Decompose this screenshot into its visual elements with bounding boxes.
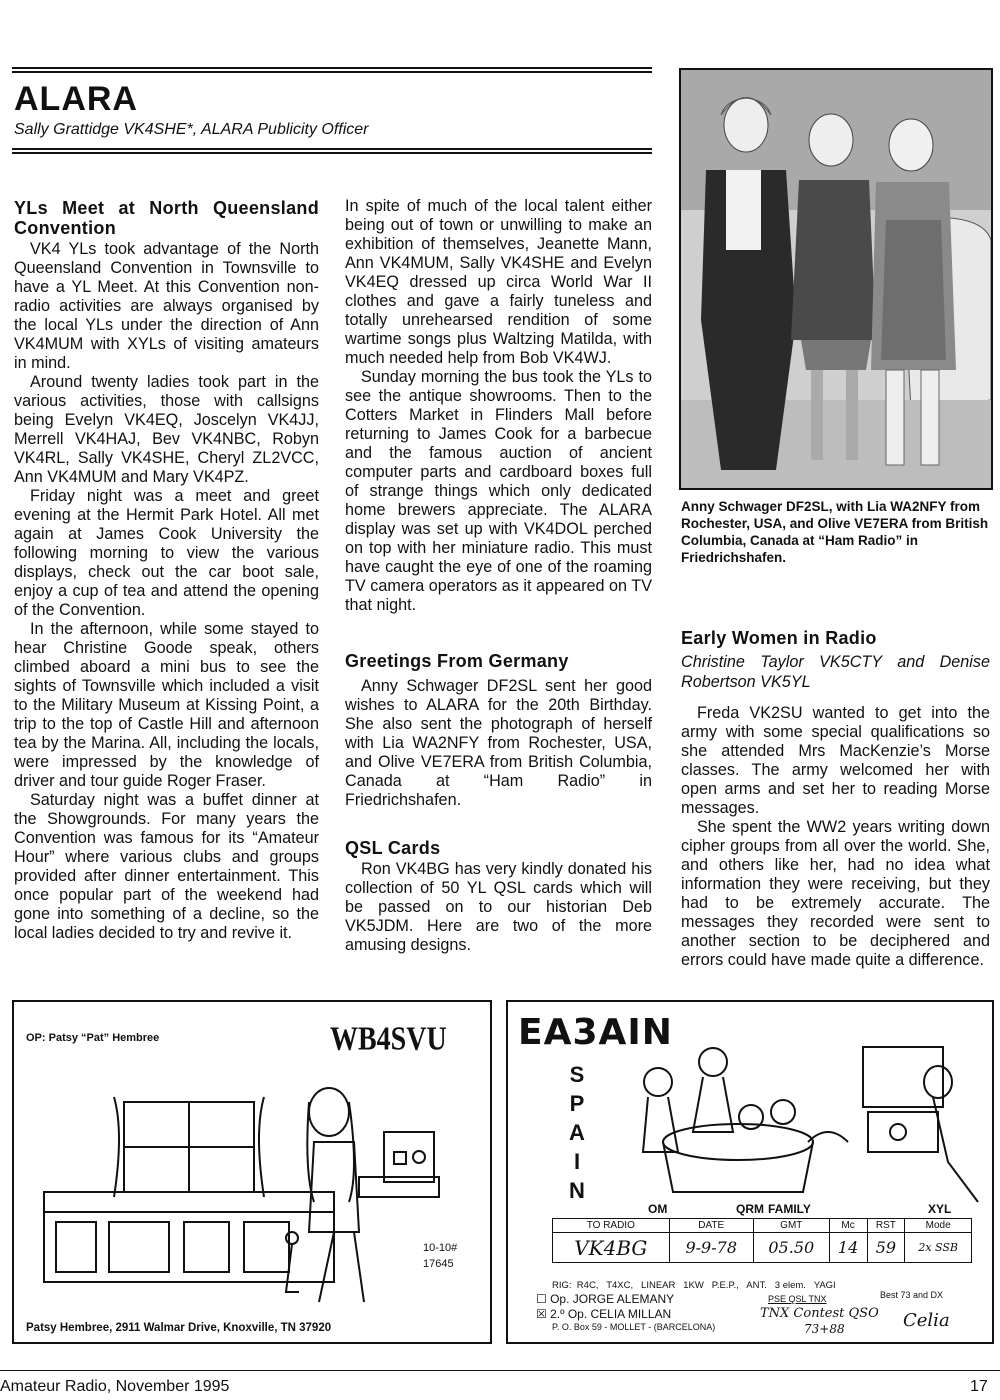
header-rule-bottom2 xyxy=(12,152,652,154)
heading-qsl-cards: QSL Cards xyxy=(345,838,441,858)
card2-op1 xyxy=(536,1292,674,1306)
page-number: 17 xyxy=(970,1378,988,1395)
log-header: RST xyxy=(867,1219,905,1233)
byline: Sally Grattidge VK4SHE*, ALARA Publicity Officer xyxy=(14,121,369,138)
op2-text: 2.º Op. CELIA MILLAN xyxy=(550,1307,672,1321)
heading-yls-meet: YLs Meet at North Queensland Convention xyxy=(14,198,319,238)
paragraph: Ron VK4BG has very kindly donated his collection of 50 YL QSL cards which will be passed on to our historian Deb VK5JDM. Here are two of the more amusing designs. xyxy=(345,860,652,954)
log-value: 05.50 xyxy=(753,1233,829,1263)
log-value: 59 xyxy=(867,1233,905,1263)
paragraph: VK4 YLs took advantage of the North Queensland Convention in Townsville to have a YL Meet. At this Convention non-radio activities are always organised by the local YLs under the direction of Ann VK4MUM with XYLs of visiting amateurs in mind. xyxy=(14,240,319,372)
card-number: 17645 xyxy=(423,1258,454,1270)
paragraph: Friday night was a meet and greet evening at the Hermit Park Hotel. All met again at James Cook University the following morning to view the various displays, check out the car boot sale, enjoy a cup of tea and attend the opening of the Convention. xyxy=(14,487,319,619)
footer-rule xyxy=(0,1370,1000,1371)
card2-log-table xyxy=(552,1218,972,1263)
card2-callsign: EA3AIN xyxy=(518,1012,673,1053)
paragraph: In spite of much of the local talent either being out of town or unwilling to make an exhibition of themselves, Jeanette Mann, Ann VK4MUM, Sally VK4SHE and Evelyn VK4EQ dressed up circa World War II clothes and gave a fairly tuneless and totally unrehearsed rendition of some wartime songs plus Waltzing Matilda, with much needed help from Bob VK4WJ. xyxy=(345,197,652,367)
card2-op2 xyxy=(536,1307,671,1321)
checkbox-icon: ☐ xyxy=(536,1292,551,1306)
paragraph: She spent the WW2 years writing down cipher groups from all over the world. She, and others like her, had no idea what information they were receiving, but they had to be extremely accurate. The messages they recorded were sent to another section to be deciphered and errors could have made quite a difference. xyxy=(681,818,990,969)
card2-rig: RIG: R4C, T4XC, LINEAR 1KW P.E.P., ANT. 3 elem. YAGI xyxy=(552,1280,836,1291)
log-value: 14 xyxy=(829,1233,867,1263)
country-letter: S xyxy=(569,1062,585,1087)
log-header: DATE xyxy=(669,1219,753,1233)
paragraph: Anny Schwager DF2SL sent her good wishes to ALARA for the 20th Birthday. She also sent the photograph of herself with Lia WA2NFY from Rochester, USA, and Olive VE7ERA from British Columbia, Canada at “Ham Radio” in Friedrichshafen. xyxy=(345,677,652,809)
log-value: 9-9-78 xyxy=(669,1233,753,1263)
heading-early-women: Early Women in Radio xyxy=(681,628,877,648)
card2-om: OM xyxy=(648,1202,668,1216)
authors: Christine Taylor VK5CTY and Denise Robertson VK5YL xyxy=(681,653,990,691)
log-header: Mode xyxy=(905,1219,972,1233)
footer-publication: Amateur Radio, November 1995 xyxy=(0,1378,230,1395)
card2-handwriting2: 73+88 xyxy=(804,1322,845,1336)
card2-signature: Celia xyxy=(903,1310,950,1331)
card2-best: Best 73 and DX xyxy=(880,1290,944,1300)
card2-xyl: XYL xyxy=(928,1202,952,1216)
column-1 xyxy=(14,198,319,943)
card2-qrm: QRM xyxy=(736,1202,764,1216)
card-address: Patsy Hembree, 2911 Walmar Drive, Knoxville, TN 37920 xyxy=(26,1322,332,1334)
card-op-label: OP: Patsy “Pat” Hembree xyxy=(26,1032,160,1044)
country-letter: N xyxy=(569,1178,585,1203)
photo-caption: Anny Schwager DF2SL, with Lia WA2NFY from Rochester, USA, and Olive VE7ERA from British Columbia, Canada at “Ham Radio” in Friedrichshafen. xyxy=(681,499,989,565)
card-callsign: WB4SVU xyxy=(330,1020,447,1058)
country-letter: A xyxy=(569,1120,585,1145)
log-header: Mc xyxy=(829,1219,867,1233)
paragraph: Around twenty ladies took part in the various activities, those with callsigns being Evelyn VK4EQ, Joscelyn VK4JJ, Merrell VK4HAJ, Bev VK4NBC, Robyn VK4RL, Sally VK4SHE, Cheryl ZL2VCC, Ann VK4MUM and Mary VK4PZ. xyxy=(14,373,319,486)
card2-handwriting1: TNX Contest QSO xyxy=(760,1306,879,1321)
column-2 xyxy=(345,197,652,955)
checked-box-icon: ☒ xyxy=(536,1307,551,1321)
page-title: ALARA xyxy=(14,80,138,118)
paragraph: Freda VK2SU wanted to get into the army with some special qualifications so she attended Mrs MacKenzie’s Morse classes. The army welcomed her with open arms and set her to reading Morse messages. xyxy=(681,704,990,817)
paragraph: Sunday morning the bus took the YLs to see the antique showrooms. Then to the Cotters Market in Flinders Mall before returning to James Cook for a barbecue and the famous auction of ancient computer parts and cardboard boxes full of strange things which only dedicated home brewers appreciate. The ALARA display was set up with VK4DOL perched on top with her miniature radio. This must have caught the eye of one of the roaming TV camera operators as it appeared on TV that night. xyxy=(345,368,652,614)
paragraph: Saturday night was a buffet dinner at the Showgrounds. For many years the Convention was famous for its “Amateur Hour” where various clubs and groups provided after dinner entertainment. This once popular part of the weekend had gone into something of a decline, so the local ladies decided to try and revive it. xyxy=(14,791,319,942)
country-letter: I xyxy=(573,1149,581,1174)
header-rule-bottom xyxy=(12,148,652,150)
log-value: 2x SSB xyxy=(905,1233,972,1263)
card2-family: FAMILY xyxy=(768,1202,811,1216)
paragraph: In the afternoon, while some stayed to hear Christine Goode speak, others climbed aboard a mini bus to see the sights of Townsville which included a visit to the Military Museum at Kissing Point, a trip to the top of Castle Hill and afternoon tea by the Marina. All, including the locals, were impressed by the knowledge of driver and tour guide Roger Fraser. xyxy=(14,620,319,790)
qsl-card-wb4svu xyxy=(12,1000,492,1344)
photo-three-women xyxy=(679,68,993,490)
heading-greetings: Greetings From Germany xyxy=(345,651,569,671)
log-header: TO RADIO xyxy=(553,1219,670,1233)
card-illustration xyxy=(14,1002,490,1342)
country-letter: P xyxy=(569,1091,585,1116)
log-header: GMT xyxy=(753,1219,829,1233)
header-rule-top xyxy=(12,67,652,69)
qsl-card-ea3ain xyxy=(506,1000,994,1344)
log-value: VK4BG xyxy=(553,1233,670,1263)
op1-text: Op. JORGE ALEMANY xyxy=(550,1292,675,1306)
header-rule-top2 xyxy=(12,71,652,73)
card2-pse: PSE QSL TNX xyxy=(768,1294,827,1304)
column-3 xyxy=(681,628,990,970)
card2-address: P. O. Box 59 - MOLLET - (BARCELONA) xyxy=(552,1322,716,1332)
card-bands: 10-10# xyxy=(423,1242,458,1254)
